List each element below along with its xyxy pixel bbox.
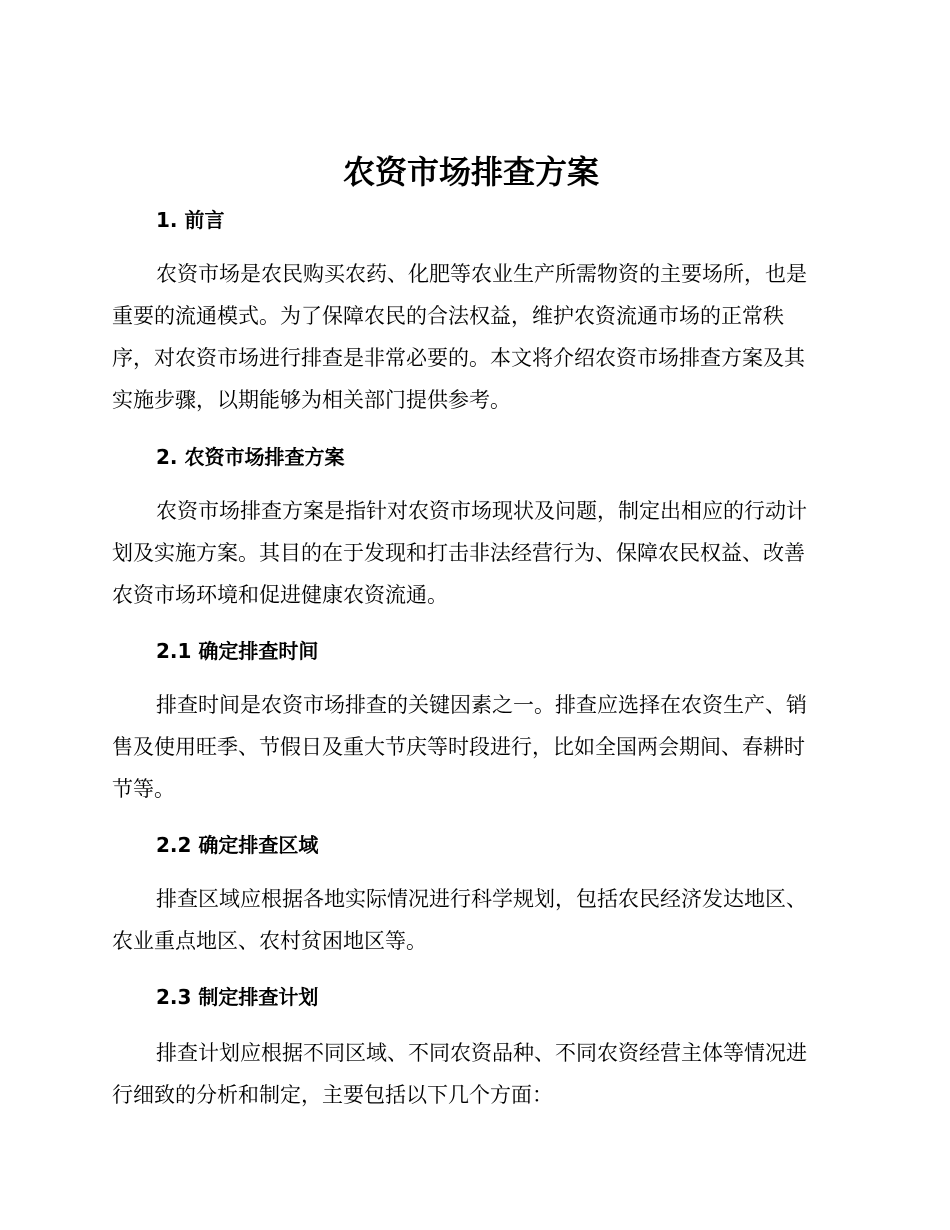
- paragraph-line: 排查时间是农资市场排查的关键因素之一。排查应选择在农资生产、销: [156, 693, 807, 717]
- section-heading-time: 2.1 确定排查时间: [156, 639, 319, 663]
- section-paragraph-preface: [112, 253, 830, 421]
- paragraph-line: 农资市场环境和促进健康农资流通。: [112, 583, 448, 607]
- section-paragraph-area: [112, 878, 830, 962]
- paragraph-line: 农资市场排查方案是指针对农资市场现状及问题，制定出相应的行动计: [156, 499, 807, 523]
- paragraph-line: 划及实施方案。其目的在于发现和打击非法经营行为、保障农民权益、改善: [112, 541, 805, 565]
- section-heading-area: 2.2 确定排查区域: [156, 833, 319, 857]
- paragraph-line: 排查计划应根据不同区域、不同农资品种、不同农资经营主体等情况进: [156, 1041, 807, 1065]
- section-paragraph-plan: [112, 490, 830, 616]
- paragraph-line: 行细致的分析和制定，主要包括以下几个方面：: [112, 1083, 553, 1107]
- section-paragraph-time: [112, 684, 830, 810]
- paragraph-line: 序，对农资市场进行排查是非常必要的。本文将介绍农资市场排查方案及其: [112, 346, 805, 370]
- paragraph-line: 售及使用旺季、节假日及重大节庆等时段进行，比如全国两会期间、春耕时: [112, 735, 805, 759]
- paragraph-line: 农业重点地区、农村贫困地区等。: [112, 929, 427, 953]
- section-heading-schedule: 2.3 制定排查计划: [156, 985, 319, 1009]
- section-paragraph-schedule: [112, 1032, 830, 1116]
- document-title: 农资市场排查方案: [342, 153, 599, 191]
- paragraph-line: 重要的流通模式。为了保障农民的合法权益，维护农资流通市场的正常秩: [112, 304, 784, 328]
- section-heading-preface: 1. 前言: [156, 208, 225, 232]
- paragraph-line: 实施步骤，以期能够为相关部门提供参考。: [112, 388, 511, 412]
- paragraph-line: 排查区域应根据各地实际情况进行科学规划，包括农民经济发达地区、: [156, 887, 807, 911]
- document-page: [112, 0, 830, 1230]
- paragraph-line: 农资市场是农民购买农药、化肥等农业生产所需物资的主要场所，也是: [156, 262, 807, 286]
- section-heading-plan: 2. 农资市场排查方案: [156, 445, 345, 469]
- paragraph-line: 节等。: [112, 777, 175, 801]
